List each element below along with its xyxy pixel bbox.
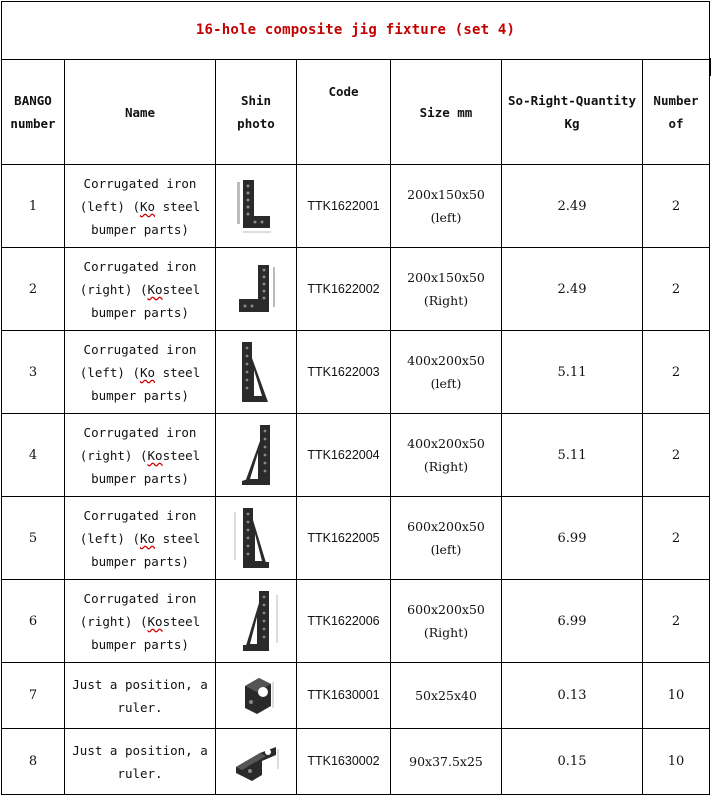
row-count: 10 bbox=[643, 663, 710, 729]
row-count: 2 bbox=[643, 497, 710, 580]
misspelling-mark: Ko bbox=[140, 530, 156, 546]
table-row bbox=[2, 729, 710, 795]
header-bango: BANGO number bbox=[2, 60, 65, 165]
row-name: Just a position, a ruler. bbox=[65, 729, 216, 795]
table-row bbox=[2, 580, 710, 663]
row-number: 3 bbox=[2, 331, 65, 414]
header-row bbox=[2, 60, 710, 165]
table-row bbox=[2, 248, 710, 331]
position-block-icon bbox=[231, 672, 281, 720]
row-size: 400x200x50 (Right) bbox=[391, 414, 502, 497]
row-code: TTK1630001 bbox=[297, 663, 391, 729]
row-name: Just a position, a ruler. bbox=[65, 663, 216, 729]
row-size: 600x200x50 (Right) bbox=[391, 580, 502, 663]
header-size: Size mm bbox=[391, 60, 502, 165]
row-size: 200x150x50 (Right) bbox=[391, 248, 502, 331]
row-name: Corrugated iron (right) (Kosteel bumper parts) bbox=[65, 580, 216, 663]
row-weight: 0.13 bbox=[502, 663, 643, 729]
row-size: 200x150x50 (left) bbox=[391, 165, 502, 248]
row-photo bbox=[216, 165, 297, 248]
l-bracket-right-icon bbox=[231, 259, 281, 319]
row-weight: 5.11 bbox=[502, 414, 643, 497]
row-code: TTK1630002 bbox=[297, 729, 391, 795]
row-number: 2 bbox=[2, 248, 65, 331]
row-number: 6 bbox=[2, 580, 65, 663]
table-title: 16-hole composite jig fixture (set 4) bbox=[2, 2, 710, 60]
row-weight: 2.49 bbox=[502, 165, 643, 248]
row-photo bbox=[216, 248, 297, 331]
triangle-bracket-icon bbox=[234, 421, 278, 489]
l-bracket-left-icon bbox=[231, 176, 281, 236]
misspelling-mark: Ko bbox=[147, 281, 163, 297]
row-photo bbox=[216, 497, 297, 580]
row-weight: 2.49 bbox=[502, 248, 643, 331]
table-row bbox=[2, 497, 710, 580]
tall-triangle-bracket-icon bbox=[231, 504, 281, 572]
row-name: Corrugated iron (left) (Ko steel bumper parts) bbox=[65, 497, 216, 580]
table-row bbox=[2, 663, 710, 729]
row-number: 5 bbox=[2, 497, 65, 580]
misspelling-mark: Ko bbox=[140, 364, 156, 380]
row-code: TTK1622001 bbox=[297, 165, 391, 248]
fixture-table bbox=[1, 1, 710, 795]
row-number: 7 bbox=[2, 663, 65, 729]
row-count: 2 bbox=[643, 331, 710, 414]
row-photo bbox=[216, 729, 297, 795]
row-code: TTK1622006 bbox=[297, 580, 391, 663]
row-photo bbox=[216, 331, 297, 414]
row-size: 400x200x50 (left) bbox=[391, 331, 502, 414]
row-count: 2 bbox=[643, 414, 710, 497]
row-code: TTK1622005 bbox=[297, 497, 391, 580]
row-count: 2 bbox=[643, 580, 710, 663]
table-row bbox=[2, 414, 710, 497]
row-photo bbox=[216, 663, 297, 729]
row-weight: 6.99 bbox=[502, 497, 643, 580]
row-name: Corrugated iron (left) (Ko steel bumper parts) bbox=[65, 331, 216, 414]
row-weight: 6.99 bbox=[502, 580, 643, 663]
header-count: Number of bbox=[643, 60, 710, 165]
row-number: 1 bbox=[2, 165, 65, 248]
table-row bbox=[2, 331, 710, 414]
row-photo bbox=[216, 414, 297, 497]
row-count: 10 bbox=[643, 729, 710, 795]
triangle-bracket-icon bbox=[234, 338, 278, 406]
misspelling-mark: Ko bbox=[140, 198, 156, 214]
row-code: TTK1622003 bbox=[297, 331, 391, 414]
row-code: TTK1622002 bbox=[297, 248, 391, 331]
row-name: Corrugated iron (left) (Ko steel bumper parts) bbox=[65, 165, 216, 248]
row-count: 2 bbox=[643, 248, 710, 331]
row-photo bbox=[216, 580, 297, 663]
row-number: 4 bbox=[2, 414, 65, 497]
row-weight: 5.11 bbox=[502, 331, 643, 414]
header-weight: So-Right-Quantity Kg bbox=[502, 60, 643, 165]
header-name: Name bbox=[65, 60, 216, 165]
tall-triangle-bracket-icon bbox=[231, 587, 281, 655]
row-name: Corrugated iron (right) (Kosteel bumper parts) bbox=[65, 414, 216, 497]
angle-ruler-icon bbox=[228, 739, 284, 785]
table-row bbox=[2, 165, 710, 248]
misspelling-mark: Ko bbox=[147, 447, 163, 463]
misspelling-mark: Ko bbox=[147, 613, 163, 629]
row-number: 8 bbox=[2, 729, 65, 795]
row-size: 600x200x50 (left) bbox=[391, 497, 502, 580]
row-name: Corrugated iron (right) (Kosteel bumper parts) bbox=[65, 248, 216, 331]
row-weight: 0.15 bbox=[502, 729, 643, 795]
header-photo: Shin photo bbox=[216, 60, 297, 165]
row-count: 2 bbox=[643, 165, 710, 248]
row-size: 90x37.5x25 bbox=[391, 729, 502, 795]
row-size: 50x25x40 bbox=[391, 663, 502, 729]
row-code: TTK1622004 bbox=[297, 414, 391, 497]
header-code: Code bbox=[297, 60, 391, 165]
